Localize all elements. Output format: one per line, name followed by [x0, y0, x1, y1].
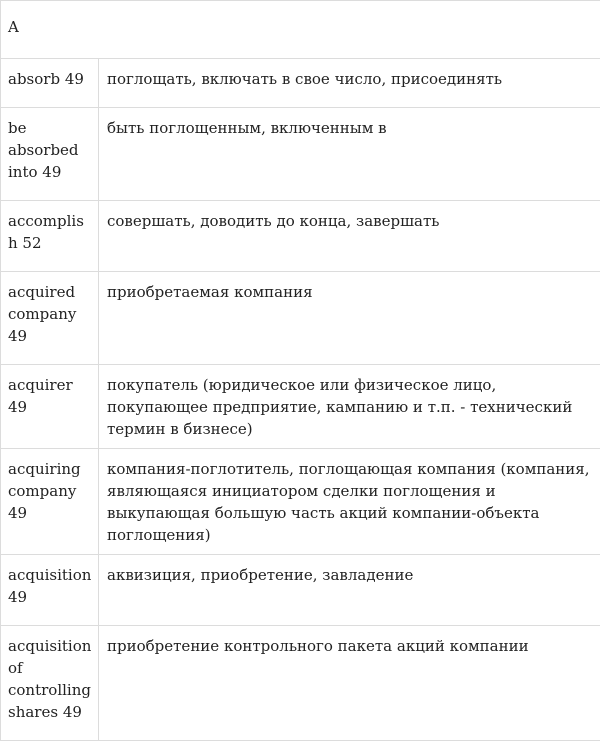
table-row — [1, 555, 600, 626]
table-row — [1, 626, 600, 741]
term-cell: accomplish 52 — [1, 201, 99, 272]
table-row — [1, 59, 600, 108]
definition-cell: поглощать, включать в свое число, присоединять — [99, 59, 600, 108]
term-cell: be absorbed into 49 — [1, 108, 99, 201]
definition-cell: аквизиция, приобретение, завладение — [99, 555, 600, 626]
term-cell: acquisition of controlling shares 49 — [1, 626, 99, 741]
definition-cell: приобретение контрольного пакета акций компании — [99, 626, 600, 741]
section-header-row — [1, 1, 600, 59]
term-cell: acquired company 49 — [1, 272, 99, 365]
term-cell: absorb 49 — [1, 59, 99, 108]
definition-cell: приобретаемая компания — [99, 272, 600, 365]
table-row — [1, 108, 600, 201]
term-cell: acquirer 49 — [1, 365, 99, 449]
table-row — [1, 201, 600, 272]
table-row — [1, 365, 600, 449]
definition-cell: компания-поглотитель, поглощающая компания (компания, являющаяся инициатором сделки поглощения и выкупающая большую часть акций компании-объекта поглощения) — [99, 449, 600, 555]
table-row — [1, 272, 600, 365]
table-row — [1, 449, 600, 555]
definition-cell: совершать, доводить до конца, завершать — [99, 201, 600, 272]
definition-cell: быть поглощенным, включенным в — [99, 108, 600, 201]
definition-cell: покупатель (юридическое или физическое лицо, покупающее предприятие, кампанию и т.п. - технический термин в бизнесе) — [99, 365, 600, 449]
term-cell: acquisition 49 — [1, 555, 99, 626]
term-cell: acquiring company 49 — [1, 449, 99, 555]
section-letter: A — [1, 1, 600, 59]
